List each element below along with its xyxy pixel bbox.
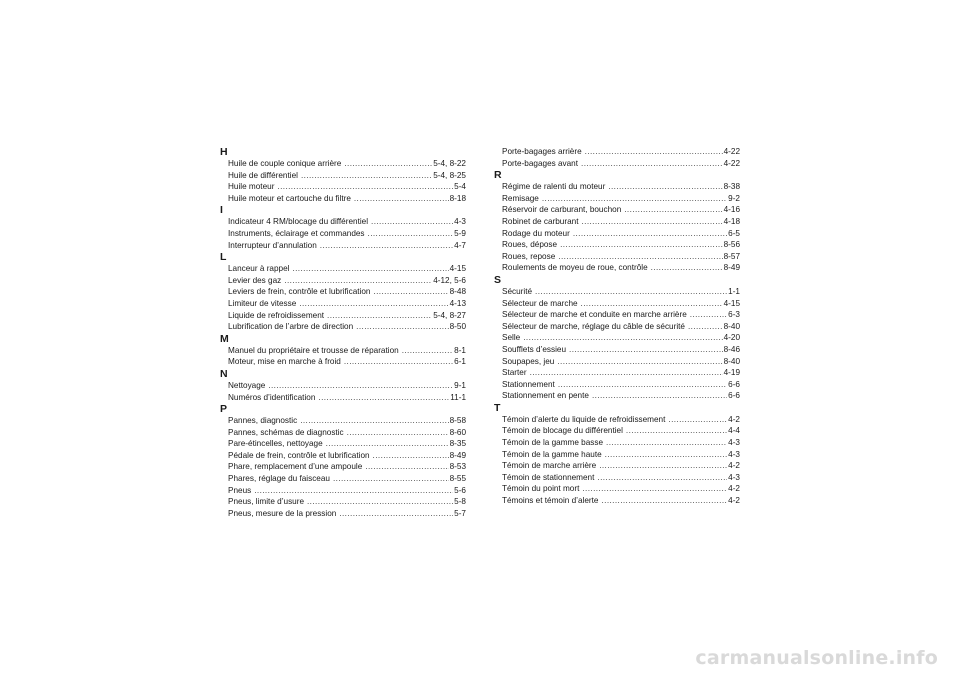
index-entry-roulements-de-moyeu-de-roue-controle <box>494 262 740 274</box>
entry-pages: 5-4 <box>454 182 466 192</box>
dot-leader <box>347 427 449 439</box>
entry-term: Soufflets d’essieu <box>502 344 567 354</box>
entry-term: Réservoir de carburant, bouchon <box>502 205 622 215</box>
dot-leader <box>560 239 723 251</box>
entry-term: Instruments, éclairage et commandes <box>228 228 365 238</box>
dot-leader <box>558 251 722 263</box>
section-letter-m: M <box>220 332 229 345</box>
dot-leader <box>307 496 453 508</box>
entry-pages: 11-1 <box>450 392 466 402</box>
entry-pages: 1-1 <box>728 286 740 296</box>
entry-pages: 8-48 <box>449 287 466 297</box>
dot-leader <box>581 216 722 228</box>
index-entry-remisage <box>494 193 740 205</box>
entry-pages: 8-55 <box>449 474 466 484</box>
entry-pages: 8-56 <box>723 240 740 250</box>
index-entry-numeros-d-identification <box>220 392 466 404</box>
dot-leader <box>402 345 453 357</box>
entry-term: Huile de différentiel <box>228 170 298 180</box>
section-letter-l: L <box>220 251 227 264</box>
entry-pages: 4-4 <box>728 426 740 436</box>
entry-term: Stationnement en pente <box>502 391 589 401</box>
entry-pages: 8-46 <box>723 344 740 354</box>
entry-pages: 4-20 <box>723 333 740 343</box>
entry-pages: 4-3 <box>728 449 740 459</box>
index-entry-starter <box>494 367 740 379</box>
entry-pages: 8-57 <box>723 251 740 261</box>
index-entry-selecteur-de-marche-et-conduite-en-marche-arriere <box>494 309 740 321</box>
dot-leader <box>597 472 727 484</box>
entry-pages: 8-40 <box>723 321 740 331</box>
section-letter-p: P <box>220 403 228 416</box>
dot-leader <box>371 216 453 228</box>
index-entry-robinet-de-carburant <box>494 216 740 228</box>
entry-pages: 8-60 <box>449 427 466 437</box>
entry-term: Témoin de la gamme basse <box>502 438 604 448</box>
index-entry-pare-etincelles-nettoyage <box>220 438 466 450</box>
entry-pages: 6-6 <box>728 391 740 401</box>
index-entry-interrupteur-d-annulation <box>220 240 466 252</box>
entry-pages: 4-15 <box>449 264 466 274</box>
dot-leader <box>608 181 722 193</box>
entry-term: Pneus, mesure de la pression <box>228 508 337 518</box>
dot-leader <box>268 380 453 392</box>
dot-leader <box>624 204 722 216</box>
entry-term: Manuel du propriétaire et trousse de réparation <box>228 345 399 355</box>
dot-leader <box>592 390 727 402</box>
entry-term: Limiteur de vitesse <box>228 298 297 308</box>
index-entry-securite <box>494 286 740 298</box>
entry-term: Régime de ralenti du moteur <box>502 182 606 192</box>
dot-leader <box>373 286 448 298</box>
index-entry-huile-de-couple-conique-arriere <box>220 158 466 170</box>
dot-leader <box>284 275 432 287</box>
entry-pages: 6-3 <box>728 310 740 320</box>
dot-leader <box>690 309 727 321</box>
index-entry-regime-de-ralenti-du-moteur <box>494 181 740 193</box>
dot-leader <box>299 298 448 310</box>
entry-term: Porte-bagages avant <box>502 158 579 168</box>
entry-term: Sélecteur de marche et conduite en marche arrière <box>502 310 687 320</box>
dot-leader <box>301 170 432 182</box>
dot-leader <box>277 181 453 193</box>
dot-leader <box>344 356 453 368</box>
dot-leader <box>344 158 432 170</box>
index-entry-temoin-de-marche-arriere <box>494 460 740 472</box>
dot-leader <box>573 228 727 240</box>
entry-term: Témoin de la gamme haute <box>502 449 602 459</box>
entry-term: Huile moteur <box>228 182 275 192</box>
entry-pages: 5-7 <box>454 508 466 518</box>
index-entry-pannes-diagnostic <box>220 415 466 427</box>
index-entry-temoins-et-temoin-d-alerte <box>494 495 740 507</box>
entry-pages: 6-6 <box>728 379 740 389</box>
entry-term: Starter <box>502 368 527 378</box>
index-entry-leviers-de-frein-controle-et-lubrification <box>220 286 466 298</box>
entry-term: Lanceur à rappel <box>228 264 290 274</box>
entry-term: Indicateur 4 RM/blocage du différentiel <box>228 217 369 227</box>
index-entry-pannes-schemas-de-diagnostic <box>220 427 466 439</box>
dot-leader <box>581 158 723 170</box>
index-entry-reservoir-de-carburant-bouchon <box>494 204 740 216</box>
entry-pages: 4-2 <box>728 484 740 494</box>
entry-pages: 8-49 <box>723 263 740 273</box>
index-entry-soupapes-jeu <box>494 356 740 368</box>
section-letter-i: I <box>220 204 223 217</box>
entry-pages: 4-19 <box>723 368 740 378</box>
dot-leader <box>373 450 449 462</box>
dot-leader <box>668 414 727 426</box>
entry-term: Roues, dépose <box>502 240 558 250</box>
index-entry-porte-bagages-avant <box>494 158 740 170</box>
dot-leader <box>535 286 727 298</box>
entry-term: Pannes, diagnostic <box>228 416 298 426</box>
entry-pages: 4-3 <box>728 472 740 482</box>
dot-leader <box>339 508 453 520</box>
index-column-left <box>220 146 466 519</box>
entry-term: Liquide de refroidissement <box>228 310 325 320</box>
dot-leader <box>581 298 723 310</box>
index-entry-phares-reglage-du-faisceau <box>220 473 466 485</box>
entry-term: Témoin d’alerte du liquide de refroidissement <box>502 414 666 424</box>
dot-leader <box>530 367 723 379</box>
index-entry-temoin-de-la-gamme-haute <box>494 449 740 461</box>
entry-pages: 8-49 <box>449 450 466 460</box>
dot-leader <box>606 437 727 449</box>
entry-pages: 8-18 <box>449 193 466 203</box>
entry-term: Nettoyage <box>228 380 266 390</box>
entry-pages: 8-50 <box>449 322 466 332</box>
dot-leader <box>254 485 453 497</box>
index-entry-pneus-mesure-de-la-pression <box>220 508 466 520</box>
entry-pages: 9-2 <box>728 193 740 203</box>
entry-term: Pédale de frein, contrôle et lubrification <box>228 450 370 460</box>
entry-term: Témoin de blocage du différentiel <box>502 426 623 436</box>
entry-pages: 4-7 <box>454 240 466 250</box>
section-letter-h: H <box>220 146 228 158</box>
entry-pages: 9-1 <box>454 380 466 390</box>
dot-leader <box>356 321 448 333</box>
dot-leader <box>688 321 723 333</box>
dot-leader <box>557 356 722 368</box>
entry-pages: 5-4, 8-27 <box>433 310 466 320</box>
entry-term: Témoin de marche arrière <box>502 461 597 471</box>
index-entry-instruments-eclairage-et-commandes <box>220 228 466 240</box>
entry-term: Stationnement <box>502 379 555 389</box>
dot-leader <box>585 146 723 158</box>
dot-leader <box>318 392 449 404</box>
dot-leader <box>300 415 448 427</box>
entry-term: Huile de couple conique arrière <box>228 159 342 168</box>
index-entry-selle <box>494 332 740 344</box>
entry-term: Sécurité <box>502 286 533 296</box>
dot-leader <box>365 461 448 473</box>
entry-pages: 4-2 <box>728 496 740 506</box>
entry-term: Robinet de carburant <box>502 216 579 226</box>
entry-term: Pannes, schémas de diagnostic <box>228 427 344 437</box>
entry-pages: 4-12, 5-6 <box>433 275 466 285</box>
entry-pages: 4-3 <box>454 217 466 227</box>
entry-pages: 6-5 <box>728 228 740 238</box>
entry-term: Huile moteur et cartouche du filtre <box>228 193 351 203</box>
index-entry-pneus <box>220 485 466 497</box>
watermark: carmanualsonline.info <box>695 647 938 669</box>
dot-leader <box>626 425 727 437</box>
dot-leader <box>582 483 727 495</box>
entry-pages: 4-16 <box>723 205 740 215</box>
entry-term: Remisage <box>502 193 539 203</box>
dot-leader <box>542 193 727 205</box>
section-letter-n: N <box>220 367 228 380</box>
entry-term: Interrupteur d’annulation <box>228 240 317 250</box>
entry-term: Phares, réglage du faisceau <box>228 474 330 484</box>
dot-leader <box>569 344 723 356</box>
entry-pages: 8-53 <box>449 462 466 472</box>
index-entry-stationnement-en-pente <box>494 390 740 402</box>
entry-term: Porte-bagages arrière <box>502 147 582 156</box>
dot-leader <box>333 473 449 485</box>
index-entry-moteur-mise-en-marche-a-froid <box>220 356 466 368</box>
dot-leader <box>292 263 448 275</box>
dot-leader <box>320 240 453 252</box>
index-entry-pedale-de-frein-controle-et-lubrification <box>220 450 466 462</box>
entry-pages: 4-18 <box>723 216 740 226</box>
entry-pages: 5-4, 8-25 <box>433 170 466 180</box>
entry-pages: 5-8 <box>454 497 466 507</box>
entry-term: Témoin du point mort <box>502 484 580 494</box>
index-entry-selecteur-de-marche-reglage-du-cable-de-securite <box>494 321 740 333</box>
entry-pages: 8-40 <box>723 356 740 366</box>
entry-term: Roues, repose <box>502 251 556 261</box>
dot-leader <box>558 379 727 391</box>
entry-term: Moteur, mise en marche à froid <box>228 357 341 367</box>
index-entry-nettoyage <box>220 380 466 392</box>
entry-term: Sélecteur de marche <box>502 298 578 308</box>
entry-pages: 5-6 <box>454 485 466 495</box>
dot-leader <box>327 310 432 322</box>
entry-term: Lubrification de l’arbre de direction <box>228 322 354 332</box>
index-entry-huile-de-differentiel <box>220 170 466 182</box>
entry-pages: 8-38 <box>723 182 740 192</box>
index-entry-huile-moteur-et-cartouche-du-filtre <box>220 193 466 205</box>
dot-leader <box>368 228 454 240</box>
index-entry-levier-des-gaz <box>220 275 466 287</box>
entry-pages: 6-1 <box>454 357 466 367</box>
index-entry-lanceur-a-rappel <box>220 263 466 275</box>
index-entry-manuel-du-proprietaire-et-trousse-de-reparation <box>220 345 466 357</box>
entry-term: Témoins et témoin d’alerte <box>502 496 599 506</box>
index-entry-soufflets-d-essieu <box>494 344 740 356</box>
dot-leader <box>354 193 449 205</box>
section-letter-t: T <box>494 401 501 414</box>
entry-pages: 4-2 <box>728 461 740 471</box>
entry-pages: 4-13 <box>449 298 466 308</box>
index-entry-huile-moteur <box>220 181 466 193</box>
entry-pages: 4-3 <box>728 438 740 448</box>
entry-pages: 5-4, 8-22 <box>433 159 466 168</box>
dot-leader <box>523 332 722 344</box>
entry-term: Leviers de frein, contrôle et lubrification <box>228 287 371 297</box>
index-entry-limiteur-de-vitesse <box>220 298 466 310</box>
index-entry-temoin-de-blocage-du-differentiel <box>494 425 740 437</box>
entry-term: Pneus, limite d’usure <box>228 497 304 507</box>
index-entry-liquide-de-refroidissement <box>220 310 466 322</box>
section-letter-s: S <box>494 273 502 286</box>
entry-pages: 4-22 <box>723 147 740 156</box>
index-entry-temoin-de-stationnement <box>494 472 740 484</box>
section-letter-r: R <box>494 169 502 182</box>
entry-term: Selle <box>502 333 521 343</box>
index-entry-lubrification-de-l-arbre-de-direction <box>220 321 466 333</box>
entry-term: Roulements de moyeu de roue, contrôle <box>502 263 648 273</box>
entry-pages: 8-1 <box>454 345 466 355</box>
entry-term: Pneus <box>228 485 252 495</box>
dot-leader <box>601 495 727 507</box>
dot-leader <box>326 438 449 450</box>
index-entry-porte-bagages-arriere <box>494 146 740 158</box>
entry-term: Phare, remplacement d’une ampoule <box>228 462 363 472</box>
entry-pages: 4-22 <box>723 158 740 168</box>
dot-leader <box>605 449 727 461</box>
entry-term: Rodage du moteur <box>502 228 570 238</box>
entry-term: Sélecteur de marche, réglage du câble de sécurité <box>502 321 685 331</box>
index-column-right <box>494 146 740 507</box>
index-entry-temoin-du-point-mort <box>494 483 740 495</box>
index-entry-roues-depose <box>494 239 740 251</box>
dot-leader <box>599 460 727 472</box>
index-entry-phare-remplacement-d-une-ampoule <box>220 461 466 473</box>
entry-term: Numéros d’identification <box>228 392 316 402</box>
index-entry-stationnement <box>494 379 740 391</box>
dot-leader <box>651 262 723 274</box>
entry-term: Levier des gaz <box>228 275 282 285</box>
index-entry-pneus-limite-d-usure <box>220 496 466 508</box>
entry-term: Soupapes, jeu <box>502 356 555 366</box>
index-entry-rodage-du-moteur <box>494 228 740 240</box>
entry-term: Pare-étincelles, nettoyage <box>228 439 323 449</box>
index-entry-temoin-d-alerte-du-liquide-de-refroidissement <box>494 414 740 426</box>
index-entry-temoin-de-la-gamme-basse <box>494 437 740 449</box>
entry-pages: 5-9 <box>454 228 466 238</box>
index-entry-selecteur-de-marche <box>494 298 740 310</box>
index-entry-indicateur-4-rm-blocage-du-differentiel <box>220 216 466 228</box>
entry-pages: 8-58 <box>449 416 466 426</box>
entry-term: Témoin de stationnement <box>502 472 595 482</box>
entry-pages: 4-2 <box>728 414 740 424</box>
index-entry-roues-repose <box>494 251 740 263</box>
entry-pages: 8-35 <box>449 439 466 449</box>
entry-pages: 4-15 <box>723 298 740 308</box>
